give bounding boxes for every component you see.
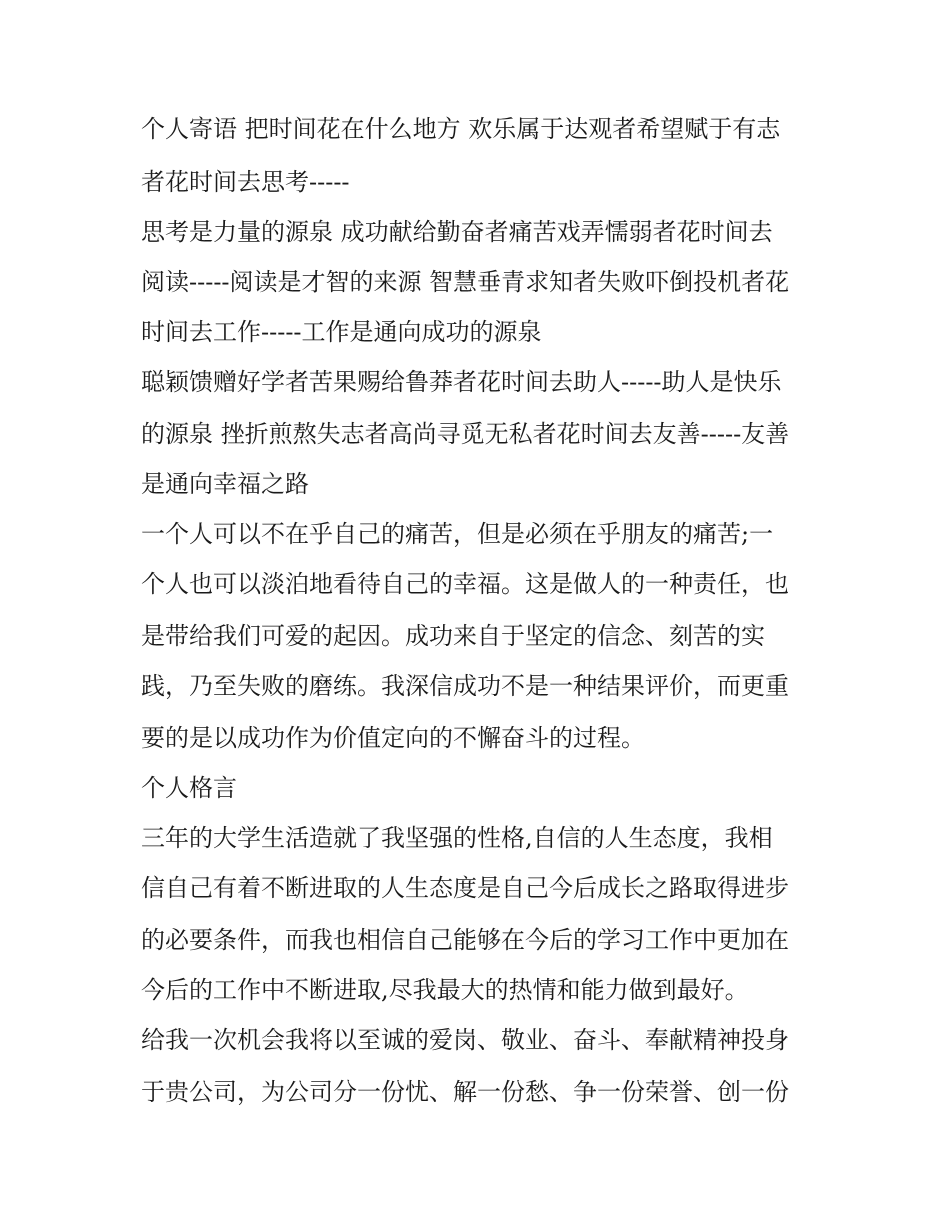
- text-line: 给我一次机会我将以至诚的爱岗、敬业、奋斗、奉献精神投身: [141, 1026, 789, 1054]
- text-line: 今后的工作中不断进取,尽我最大的热情和能力做到最好。: [141, 976, 749, 1004]
- text-line: 个人也可以淡泊地看待自己的幸福。这是做人的一种责任，也: [141, 570, 789, 598]
- text-line: 于贵公司，为公司分一份忧、解一份愁、争一份荣誉、创一份: [141, 1078, 789, 1106]
- section-heading: 个人格言: [141, 774, 237, 802]
- text-line: 是带给我们可爱的起因。成功来自于坚定的信念、刻苦的实: [141, 622, 765, 650]
- text-line: 者花时间去思考-----: [141, 168, 350, 196]
- text-line: 的必要条件，而我也相信自己能够在今后的学习工作中更加在: [141, 926, 789, 954]
- text-line: 的源泉 挫折煎熬失志者高尚寻觅无私者花时间去友善-----友善: [141, 420, 790, 448]
- text-line: 一个人可以不在乎自己的痛苦，但是必须在乎朋友的痛苦;一: [141, 520, 774, 548]
- text-line: 信自己有着不断进取的人生态度是自己今后成长之路取得进步: [141, 874, 789, 902]
- text-line: 践，乃至失败的磨练。我深信成功不是一种结果评价，而更重: [141, 672, 789, 700]
- text-line: 思考是力量的源泉 成功献给勤奋者痛苦戏弄懦弱者花时间去: [141, 218, 773, 246]
- text-line: 聪颖馈赠好学者苦果赐给鲁莽者花时间去助人-----助人是快乐: [141, 368, 782, 396]
- text-line: 阅读-----阅读是才智的来源 智慧垂青求知者失败吓倒投机者花: [141, 268, 790, 296]
- text-line: 是通向幸福之路: [141, 470, 309, 498]
- text-line: 三年的大学生活造就了我坚强的性格,自信的人生态度，我相: [141, 824, 773, 852]
- text-line: 个人寄语 把时间花在什么地方 欢乐属于达观者希望赋于有志: [141, 115, 781, 143]
- text-line: 要的是以成功作为价值定向的不懈奋斗的过程。: [141, 724, 645, 752]
- text-line: 时间去工作-----工作是通向成功的源泉: [141, 318, 542, 346]
